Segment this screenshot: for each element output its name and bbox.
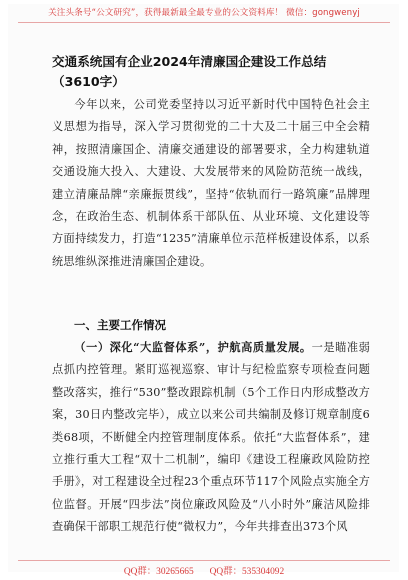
section-heading: 一、主要工作情况 (74, 318, 166, 332)
intro-paragraph: 今年以来，公司党委坚持以习近平新时代中国特色社会主义思想为指导，深入学习贯彻党的二十大及二十届三中全会精神，按照清廉国企、清廉交通建设的部署要求，全力构建轨道交通设施大投入、大建设、大发展带来的风险防范统一战线，建立清廉品牌“亲廉振贯线”，坚持“依轨而行一路筑廉”品牌理念，在政治生态、机制体系干部队伍、从业环境、文化建设等方面持续发力，打造“1235”清廉单位示范样板建设体系，以系统思维纵深推进清廉国企建设。 (52, 98, 370, 268)
footer-divider (18, 560, 390, 561)
document-title: 交通系统国有企业2024年清廉国企建设工作总结（3610字） (52, 54, 327, 89)
subsection-paragraph (52, 336, 370, 539)
header-banner: 关注头条号“公文研究”，获得最新最全最专业的公文资料库！ 微信：gongwenyj (48, 8, 360, 18)
footer-contacts (0, 563, 408, 577)
footer-qq-group-1: QQ群：30265665 (123, 567, 194, 577)
subsection-text: 一是瞄准弱点抓内控管理。紧盯巡视巡察、审计与纪检监察专项检查问题整改落实，推行“530”整改跟踪机制（5个工作日内形成整改方案，30日内整改完毕），成立以来公司共编制及修订规章制度6类68项，不断健全内控管理制度体系。依托“大监督体系”，建立推行重大工程“双十二机制”，编印《建设工程廉政风险防控手册》，对工程建设全过程23个重点环节117个风险点实施全方位监督。开展“四步法”岗位廉政风险及“八小时外”廉洁风险排查确保干部职工规范行使“微权力”，今年共排查出373个风 (52, 341, 370, 534)
footer-qq-group-2: QQ群：535304092 (209, 567, 285, 577)
header-divider (18, 22, 390, 23)
subsection-heading: （一）深化“大监督体系”，护航高质量发展。 (74, 340, 312, 354)
